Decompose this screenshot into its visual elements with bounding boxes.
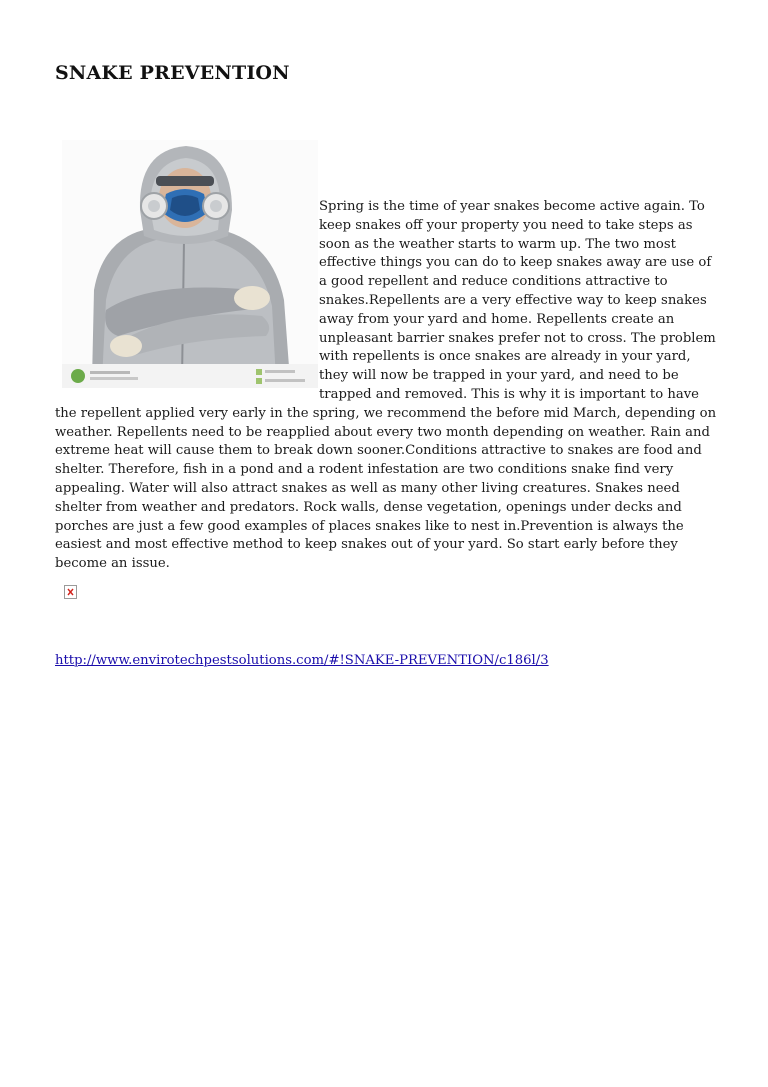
source-link[interactable]: http://www.envirotechpestsolutions.com/#!SNAKE-PREVENTION/c186l/3	[55, 653, 549, 668]
page-title: SNAKE PREVENTION	[55, 62, 290, 84]
broken-image-icon	[64, 585, 77, 599]
article-text: Spring is the time of year snakes become active again. To keep snakes off your property you need to take steps as soon as the weather starts to warm up. The two most effective things you can do to keep snakes away are use of a good repellent and reduce conditions attractive to snakes.Repellents are a very effective way to keep snakes away from your yard and home. Repellents create an unpleasant barrier snakes prefer not to cross. The problem with repellents is once snakes are already in your yard, they will now be trapped in your yard, and need to be trapped and removed. This is why it is important to have the repellent applied very early in the spring, we recommend the before mid March, depending on weather. Repellents need to be reapplied about every two month depending on weather. Rain and extreme heat will cause them to break down sooner.Conditions attractive to snakes are food and shelter. Therefore, fish in a pond and a rodent infestation are two conditions snake find very appealing. Water will also attract snakes as well as many other living creatures. Snakes need shelter from weather and predators. Rock walls, dense vegetation, openings under decks and porches are just a few good examples of places snakes like to nest in.Prevention is always the easiest and most effective method to keep snakes out of your yard. So start early before they become an issue.	[55, 199, 717, 572]
article-body	[55, 198, 717, 574]
protective-suit-photo	[62, 140, 318, 388]
photo-container	[55, 140, 319, 392]
